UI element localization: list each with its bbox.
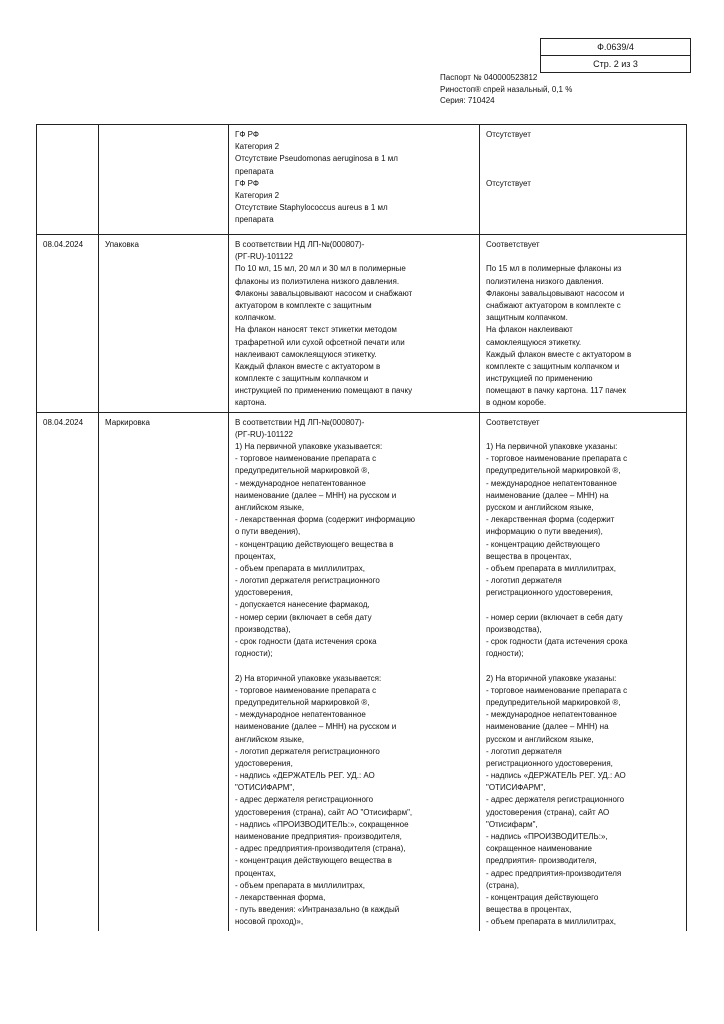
text-line: процентах, — [235, 868, 276, 878]
text-line: (РГ-RU)-101122 — [235, 429, 293, 439]
text-line: 1) На первичной упаковке указаны: — [486, 442, 618, 451]
text-line: На флакон наклеивают — [486, 325, 573, 335]
text-line: предупредительной маркировкой ®, — [486, 466, 621, 476]
text-line — [486, 166, 681, 178]
text-line: русском и английском языке, — [486, 734, 594, 744]
text-line: Отсутствует — [486, 178, 531, 188]
text-line: в одном коробе. — [486, 398, 547, 408]
text-line: - логотип держателя регистрационного — [235, 576, 380, 586]
text-line: - срок годности (дата истечения срока — [486, 637, 628, 646]
text-line: "ОТИСИФАРМ", — [486, 783, 546, 793]
passport-number: Паспорт № 040000523812 — [440, 73, 538, 82]
product-name: Риностоп® спрей назальный, 0,1 % — [440, 84, 573, 94]
text-line: - концентрация действующего — [486, 892, 599, 902]
indicator-cell-text: Маркировка — [105, 417, 150, 427]
text-line: - лекарственная форма (содержит информацию — [235, 515, 416, 525]
text-line: вещества в процентах, — [486, 905, 572, 915]
text-line: По 10 мл, 15 мл, 20 мл и 30 мл в полимерные — [235, 264, 406, 274]
indicator-cell — [99, 412, 229, 930]
text-line: помещают в пачку картона. 117 пачек — [486, 386, 626, 396]
text-line: производства), — [235, 624, 291, 634]
text-line: 2) На вторичной упаковке указывается: — [235, 673, 382, 683]
text-line: - объем препарата в миллилитрах, — [235, 563, 365, 573]
text-line: - путь введения: «Интраназально (в каждый — [235, 905, 400, 915]
date-cell — [37, 235, 99, 413]
text-line: - торговое наименование препарата с — [235, 685, 377, 695]
table-row — [37, 125, 687, 235]
result-cell — [480, 235, 687, 413]
text-line: производства), — [486, 624, 542, 634]
passport-info — [440, 72, 572, 107]
text-line: регистрационного удостоверения, — [486, 588, 613, 598]
text-line: Отсутствие Pseudomonas aeruginosa в 1 мл — [235, 154, 398, 164]
text-line: годности); — [235, 649, 273, 659]
table-row — [37, 235, 687, 413]
form-code: Ф.0639/4 — [597, 42, 634, 52]
text-line: - адрес предприятия-производителя — [486, 868, 622, 878]
text-line: наименование (далее – МНН) на — [486, 490, 609, 500]
indicator-cell — [99, 235, 229, 413]
text-line: "Отисифарм", — [486, 819, 538, 829]
text-line — [235, 660, 474, 672]
requirement-cell — [229, 125, 480, 235]
text-line: "ОТИСИФАРМ", — [235, 783, 295, 793]
text-line: регистрационного удостоверения, — [486, 758, 613, 768]
text-line: - международное непатентованное — [235, 478, 366, 488]
text-line: препарата — [235, 166, 274, 176]
text-line: сокращенное наименование — [486, 844, 592, 854]
text-line — [486, 660, 681, 672]
text-line: колпачком. — [235, 313, 277, 323]
text-line: комплекте с защитным колпачком и — [486, 361, 620, 371]
text-line: полиэтилена низкого давления. — [486, 276, 604, 286]
text-line: - объем препарата в миллилитрах, — [486, 917, 616, 927]
text-line: русском и английском языке, — [486, 502, 594, 512]
result-cell — [480, 412, 687, 930]
text-line: наклеивают самоклеящуюся этикетку. — [235, 349, 377, 359]
text-line: предупредительной маркировкой ®, — [235, 697, 370, 707]
text-line: ГФ РФ — [235, 130, 259, 139]
date-cell-text — [43, 129, 93, 141]
text-line: наименование предприятия- производителя, — [235, 832, 402, 841]
text-line: В соответствии НД ЛП-№(000807)- — [235, 417, 365, 427]
text-line: - торговое наименование препарата с — [486, 685, 628, 695]
text-line: комплекте с защитным колпачком и — [235, 374, 369, 384]
text-line: Флаконы завальцовывают насосом и — [486, 288, 625, 298]
text-line: инструкцией по применению — [486, 374, 593, 384]
text-line: носовой проход)», — [235, 917, 304, 927]
text-line: наименование (далее – МНН) на русском и — [235, 490, 397, 500]
text-line: - надпись «ДЕРЖАТЕЛЬ РЕГ. УД.: АО — [235, 771, 375, 781]
text-line: предприятия- производителя, — [486, 856, 597, 866]
text-line — [486, 599, 681, 611]
text-line: (страна), — [486, 880, 519, 890]
text-line: удостоверения, — [235, 758, 293, 768]
text-line: - номер серии (включает в себя дату — [235, 612, 372, 622]
indicator-cell — [99, 125, 229, 235]
requirement-cell — [229, 412, 480, 930]
text-line: информацию о пути введения), — [486, 527, 603, 537]
text-line: По 15 мл в полимерные флаконы из — [486, 264, 622, 274]
text-line: - логотип держателя — [486, 746, 562, 756]
text-line: Каждый флакон вместе с актуатором в — [486, 349, 632, 359]
text-line: инструкцией по применению помещают в пачку — [235, 386, 413, 396]
text-line: удостоверения, — [235, 588, 293, 598]
text-line: самоклеящуюся этикетку. — [486, 337, 582, 347]
text-line: (РГ-RU)-101122 — [235, 252, 293, 262]
text-line: - торговое наименование препарата с — [486, 454, 628, 464]
text-line: Каждый флакон вместе с актуатором в — [235, 361, 381, 371]
table-row — [37, 412, 687, 930]
text-line: - концентрацию действующего вещества в — [235, 539, 394, 549]
text-line: о пути введения), — [235, 527, 301, 537]
text-line: - номер серии (включает в себя дату — [486, 612, 623, 622]
text-line: Отсутствие Staphylococcus aureus в 1 мл — [235, 203, 388, 213]
text-line: - адрес предприятия-производителя (страна), — [235, 844, 406, 854]
result-cell — [480, 125, 687, 235]
form-code-box — [540, 38, 691, 73]
test-results-table — [36, 124, 687, 931]
text-line: - надпись «ПРОИЗВОДИТЕЛЬ:», сокращенное — [235, 819, 409, 829]
text-line: - срок годности (дата истечения срока — [235, 637, 377, 646]
text-line: 2) На вторичной упаковке указаны: — [486, 673, 617, 683]
text-line: - допускается нанесение фармакод, — [235, 600, 370, 610]
series-number: Серия: 710424 — [440, 96, 495, 105]
date-cell — [37, 412, 99, 930]
text-line: картона. — [235, 398, 267, 408]
text-line: - логотип держателя регистрационного — [235, 746, 380, 756]
text-line: - международное непатентованное — [235, 710, 366, 720]
text-line: Отсутствует — [486, 130, 531, 139]
text-line: - лекарственная форма (содержит — [486, 515, 615, 525]
text-line: Флаконы завальцовывают насосом и снабжают — [235, 288, 413, 298]
text-line: - международное непатентованное — [486, 478, 617, 488]
text-line: английском языке, — [235, 734, 304, 744]
date-cell-text: 08.04.2024 — [43, 417, 84, 427]
text-line: 1) На первичной упаковке указывается: — [235, 442, 383, 451]
text-line — [486, 429, 681, 441]
text-line: Соответствует — [486, 240, 540, 249]
text-line: ГФ РФ — [235, 178, 259, 188]
text-line: В соответствии НД ЛП-№(000807)- — [235, 240, 365, 249]
text-line: предупредительной маркировкой ®, — [486, 697, 621, 707]
text-line: удостоверения (страна), сайт АО — [486, 807, 610, 817]
text-line: - логотип держателя — [486, 576, 562, 586]
text-line: - торговое наименование препарата с — [235, 454, 377, 464]
text-line: процентах, — [235, 551, 276, 561]
text-line: трафаретной или сухой офсетной печати или — [235, 337, 405, 347]
text-line: - объем препарата в миллилитрах, — [486, 563, 616, 573]
text-line: наименование (далее – МНН) на — [486, 722, 609, 732]
text-line: - международное непатентованное — [486, 710, 617, 720]
text-line: - надпись «ПРОИЗВОДИТЕЛЬ:», — [486, 832, 608, 841]
text-line: удостоверения (страна), сайт АО "Отисифарм", — [235, 807, 413, 817]
date-cell — [37, 125, 99, 235]
date-cell-text: 08.04.2024 — [43, 240, 84, 249]
text-line: Категория 2 — [235, 142, 280, 152]
text-line: флаконы из полиэтилена низкого давления. — [235, 276, 400, 286]
text-line: - лекарственная форма, — [235, 892, 326, 902]
text-line: Соответствует — [486, 417, 540, 427]
text-line: снабжают актуатором в комплекте с — [486, 300, 621, 310]
requirement-cell — [229, 235, 480, 413]
indicator-cell-text: Упаковка — [105, 240, 139, 249]
text-line: - концентрация действующего вещества в — [235, 856, 392, 866]
indicator-cell-text — [105, 129, 223, 141]
text-line: защитным колпачком. — [486, 313, 568, 323]
text-line: На флакон наносят текст этикетки методом — [235, 325, 397, 335]
text-line: - адрес держателя регистрационного — [486, 795, 625, 805]
page-number: Стр. 2 из 3 — [541, 55, 690, 72]
text-line: наименование (далее – МНН) на русском и — [235, 722, 397, 732]
text-line — [486, 153, 681, 165]
text-line: вещества в процентах, — [486, 551, 572, 561]
text-line: - концентрацию действующего — [486, 539, 600, 549]
text-line: - надпись «ДЕРЖАТЕЛЬ РЕГ. УД.: АО — [486, 771, 626, 781]
text-line — [486, 251, 681, 263]
text-line — [486, 141, 681, 153]
text-line: - адрес держателя регистрационного — [235, 795, 374, 805]
text-line: препарата — [235, 215, 274, 225]
text-line: годности); — [486, 649, 524, 659]
text-line: актуатором в комплекте с защитным — [235, 300, 372, 310]
text-line: - объем препарата в миллилитрах, — [235, 880, 365, 890]
text-line: предупредительной маркировкой ®, — [235, 466, 370, 476]
text-line: английском языке, — [235, 502, 304, 512]
text-line: Категория 2 — [235, 190, 280, 200]
